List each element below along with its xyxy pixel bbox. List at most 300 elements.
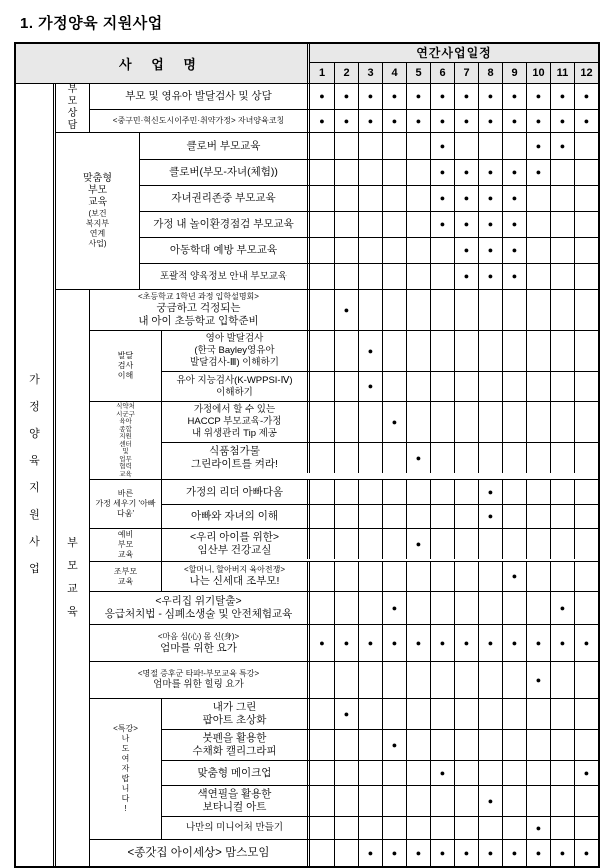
schedule-dot: ● — [535, 822, 542, 833]
program-rows — [162, 562, 598, 591]
text-line: 부 — [67, 84, 78, 95]
schedule-dot: ● — [511, 637, 518, 648]
text-line: 센터 — [119, 440, 132, 448]
schedule-dot: ● — [463, 219, 470, 229]
subcategory-cell — [90, 529, 162, 561]
program-block — [90, 401, 598, 479]
program-rows — [90, 290, 598, 330]
text-line: 영아 발달검사 — [205, 333, 264, 344]
month-cell — [430, 562, 454, 591]
month-cell — [382, 160, 406, 185]
text-line: 엄마를 위한 요가 — [160, 641, 237, 654]
text-line: 업무 — [119, 455, 132, 463]
text-line: 육아 — [119, 418, 132, 425]
text-line: 교 — [67, 583, 78, 595]
schedule-title: 연간사업일정 — [310, 44, 598, 63]
month-cell — [406, 238, 430, 263]
month-cell — [358, 133, 382, 159]
month-cell — [382, 110, 406, 132]
month-cell — [310, 562, 334, 591]
month-cell — [454, 186, 478, 211]
schedule-dot: ● — [415, 91, 422, 101]
month-cell — [430, 264, 454, 289]
text-line: 가정 내 놀이환경점검 부모교육 — [153, 218, 294, 230]
schedule-dot: ● — [463, 91, 470, 101]
text-line: 맞춤형 메이크업 — [197, 766, 272, 779]
text-line: 내 위생관리 Tip 제공 — [191, 428, 277, 439]
month-cell — [454, 133, 478, 159]
month-cell — [358, 562, 382, 591]
program-block — [140, 133, 598, 289]
text-line: ! — [124, 804, 127, 813]
program-name-cell — [162, 480, 307, 504]
month-cell — [454, 761, 478, 785]
month-cell — [478, 160, 502, 185]
schedule-dot: ● — [319, 115, 325, 126]
month-cell — [406, 186, 430, 211]
schedule-dot: ● — [559, 115, 566, 126]
text-line: (보건 — [88, 209, 107, 218]
month-cell — [310, 372, 334, 401]
month-cell — [430, 662, 454, 698]
schedule-dot: ● — [367, 345, 374, 356]
month-cell — [310, 443, 334, 473]
month-cell — [334, 186, 358, 211]
month-cell — [574, 443, 598, 473]
text-line: <중구민·혁신도시이주민·취약가정> 자녀양육코칭 — [112, 116, 285, 125]
table-row — [90, 625, 598, 661]
schedule-cells — [307, 84, 598, 109]
month-cell — [310, 480, 334, 504]
month-cell — [574, 662, 598, 698]
text-line: 조부모 — [113, 566, 138, 576]
schedule-dot: ● — [439, 219, 446, 229]
month-cell — [430, 212, 454, 237]
text-line: 사업) — [88, 239, 107, 248]
schedule-dot: ● — [559, 602, 566, 613]
schedule-dot: ● — [559, 847, 566, 858]
text-line: <특강> — [113, 724, 138, 733]
category-blocks — [90, 84, 598, 132]
text-line: 가정의 리더 아빠다움 — [185, 485, 284, 498]
text-line: 지원 — [119, 433, 132, 440]
month-cell — [310, 592, 334, 624]
month-cell — [526, 186, 550, 211]
month-cell — [310, 840, 334, 866]
schedule-dot: ● — [511, 571, 518, 581]
month-cell — [334, 372, 358, 401]
program-rows — [162, 331, 598, 401]
month-cell — [502, 761, 526, 785]
text-line: 복지부 — [85, 219, 110, 228]
column-header-program-name: 사 업 명 — [119, 57, 204, 72]
month-cell — [382, 817, 406, 839]
text-line: 자 — [121, 764, 130, 773]
month-cell — [430, 817, 454, 839]
month-cell — [550, 529, 574, 559]
program-block — [90, 528, 598, 561]
month-cell — [406, 562, 430, 591]
table-row — [162, 402, 598, 442]
month-cell — [478, 264, 502, 289]
month-cell — [574, 786, 598, 816]
month-cell — [574, 186, 598, 211]
month-cell — [574, 372, 598, 401]
text-line: <마음 심(心) 몸 신(身)> — [157, 631, 240, 641]
subcategory-cell — [90, 699, 162, 839]
month-cell — [406, 372, 430, 401]
schedule-dot: ● — [343, 637, 350, 648]
schedule-dot: ● — [511, 193, 518, 203]
month-cell — [358, 372, 382, 401]
schedule-dot: ● — [463, 167, 470, 177]
schedule-dot: ● — [559, 637, 566, 648]
month-cell — [334, 212, 358, 237]
text-line: 모 — [67, 560, 78, 572]
month-cell — [406, 110, 430, 132]
text-line: 내가 그린 — [212, 701, 257, 713]
month-cell — [526, 110, 550, 132]
month-cell — [478, 110, 502, 132]
month-cell — [526, 786, 550, 816]
month-cell — [478, 786, 502, 816]
schedule-dot: ● — [583, 847, 590, 858]
month-cell — [310, 730, 334, 760]
month-cell — [358, 817, 382, 839]
program-name-cell — [140, 212, 307, 237]
text-line: 교육 — [117, 550, 134, 559]
schedule-dot: ● — [487, 795, 494, 806]
table-row — [162, 699, 598, 729]
month-cell — [526, 699, 550, 729]
table-row — [140, 237, 598, 263]
text-line: 상 — [67, 108, 78, 119]
month-cell — [334, 505, 358, 528]
category-blocks — [90, 290, 598, 866]
text-line: 궁금하고 걱정되는 — [156, 302, 241, 314]
program-rows — [90, 84, 598, 132]
month-cell — [454, 662, 478, 698]
month-cell — [478, 372, 502, 401]
month-cell — [550, 662, 574, 698]
text-line: 부 — [67, 537, 78, 549]
schedule-dot: ● — [511, 219, 518, 229]
schedule-dot: ● — [415, 847, 422, 858]
month-cell — [358, 699, 382, 729]
table-row — [162, 785, 598, 816]
month-cell — [382, 592, 406, 624]
month-cell — [478, 84, 502, 109]
month-cell — [406, 160, 430, 185]
month-cell — [406, 443, 430, 473]
schedule-dot: ● — [511, 271, 518, 281]
text-line: <초등학교 1학년 과정 입학설명회> — [138, 292, 259, 301]
program-name-cell — [90, 625, 307, 661]
month-cell — [454, 443, 478, 473]
month-cell — [574, 529, 598, 559]
program-name-cell — [90, 110, 307, 132]
month-cell — [550, 160, 574, 185]
month-cell — [526, 443, 550, 473]
month-cell — [334, 84, 358, 109]
month-cell — [574, 761, 598, 785]
text-line: 임산부 건강교실 — [197, 544, 272, 556]
month-cell — [310, 662, 334, 698]
month-cell — [478, 840, 502, 866]
table-row — [162, 480, 598, 504]
table-body-groups — [56, 84, 598, 866]
program-name-cell — [162, 730, 307, 760]
month-cell — [574, 480, 598, 504]
month-cell — [310, 625, 334, 661]
month-cell — [334, 761, 358, 785]
schedule-dot: ● — [319, 91, 325, 101]
text-line: 부모 및 영유아 발달검사 및 상담 — [125, 90, 272, 102]
month-cell — [310, 817, 334, 839]
program-name-cell — [140, 186, 307, 211]
month-cell — [478, 133, 502, 159]
month-cell — [358, 443, 382, 473]
month-cell — [430, 786, 454, 816]
month-cell — [406, 480, 430, 504]
schedule-dot: ● — [583, 115, 590, 126]
month-cell — [310, 290, 334, 330]
month-cell — [334, 786, 358, 816]
schedule-dot: ● — [391, 416, 398, 427]
text-line: 포괄적 양육정보 안내 부모교육 — [159, 270, 288, 282]
month-cell — [478, 402, 502, 442]
table-row — [140, 159, 598, 185]
program-name-cell — [140, 133, 307, 159]
schedule-cells — [307, 290, 598, 330]
schedule-dot: ● — [343, 115, 350, 126]
schedule-dot: ● — [439, 193, 446, 203]
month-cell — [502, 331, 526, 371]
month-cell — [430, 372, 454, 401]
text-line: 여 — [121, 754, 130, 763]
schedule-dot: ● — [511, 115, 518, 126]
month-cell — [382, 505, 406, 528]
schedule-cells — [307, 212, 598, 237]
month-cell — [502, 186, 526, 211]
month-cell — [358, 186, 382, 211]
month-cell — [454, 730, 478, 760]
program-name-cell — [90, 84, 307, 109]
vertical-label-char: 업 — [29, 563, 40, 575]
schedule-cells — [307, 761, 598, 785]
text-line: 색연필을 활용한 — [197, 788, 272, 800]
schedule-dot: ● — [511, 847, 518, 858]
program-block — [90, 479, 598, 528]
month-cell — [358, 480, 382, 504]
month-cell — [406, 761, 430, 785]
program-name-cell — [140, 160, 307, 185]
schedule-dot: ● — [391, 739, 398, 750]
schedule-cells — [307, 786, 598, 816]
schedule-dot: ● — [487, 91, 494, 101]
text-line: 이해하기 — [216, 386, 253, 398]
program-rows — [162, 699, 598, 839]
month-cell — [334, 133, 358, 159]
month-cell — [526, 662, 550, 698]
month-cell — [310, 786, 334, 816]
text-line: 내 아이 초등학교 입학준비 — [138, 315, 259, 327]
month-cell — [478, 480, 502, 504]
month-cell — [550, 761, 574, 785]
month-cell — [526, 505, 550, 528]
text-line: 부모 — [87, 185, 108, 196]
schedule-cells — [307, 238, 598, 263]
month-cell — [526, 133, 550, 159]
schedule-dot: ● — [463, 637, 470, 648]
month-cell — [574, 817, 598, 839]
month-cell — [454, 480, 478, 504]
month-cell — [502, 264, 526, 289]
schedule-cells — [307, 817, 598, 839]
month-number: 12 — [574, 63, 598, 83]
schedule-dot: ● — [439, 847, 446, 858]
schedule-table — [14, 42, 600, 868]
category-cell — [56, 84, 90, 132]
month-cell — [454, 212, 478, 237]
month-cell — [406, 840, 430, 866]
month-cell — [310, 505, 334, 528]
month-cell — [526, 592, 550, 624]
month-cell — [574, 730, 598, 760]
month-cell — [406, 402, 430, 442]
month-cell — [310, 761, 334, 785]
month-cell — [550, 110, 574, 132]
text-line: 교육 — [119, 470, 132, 478]
table-row — [162, 331, 598, 371]
month-cell — [502, 84, 526, 109]
schedule-dot: ● — [535, 674, 542, 685]
month-cell — [478, 186, 502, 211]
month-cell — [550, 133, 574, 159]
month-cell — [382, 238, 406, 263]
schedule-dot: ● — [343, 304, 350, 315]
month-cell — [526, 480, 550, 504]
month-number: 9 — [502, 63, 526, 83]
schedule-dot: ● — [487, 167, 494, 177]
text-line: 육 — [67, 606, 78, 618]
schedule-dot: ● — [487, 219, 494, 229]
month-cell — [382, 699, 406, 729]
program-rows — [90, 662, 598, 698]
month-cell — [454, 290, 478, 330]
text-line: 엄마를 위한 힐링 요가 — [153, 679, 244, 690]
month-cell — [310, 264, 334, 289]
month-cell — [550, 443, 574, 473]
schedule-dot: ● — [487, 245, 494, 255]
month-cell — [526, 238, 550, 263]
month-cell — [430, 625, 454, 661]
month-cell — [454, 372, 478, 401]
category-group — [56, 84, 598, 132]
month-cell — [454, 625, 478, 661]
text-line: 모 — [67, 96, 78, 107]
month-cell — [574, 290, 598, 330]
text-line: 교육 — [117, 576, 134, 586]
month-number: 4 — [382, 63, 406, 83]
program-name-cell — [162, 372, 307, 401]
month-cell — [526, 529, 550, 559]
month-number: 6 — [430, 63, 454, 83]
table-row — [140, 211, 598, 237]
month-cell — [550, 212, 574, 237]
month-cell — [334, 264, 358, 289]
month-cell — [310, 212, 334, 237]
schedule-dot: ● — [511, 91, 518, 101]
text-line: <우리 아이를 위한> — [189, 531, 280, 543]
month-cell — [382, 443, 406, 473]
month-cell — [334, 331, 358, 371]
month-cell — [334, 110, 358, 132]
subcategory-cell — [90, 562, 162, 591]
schedule-dot: ● — [367, 847, 374, 858]
program-rows — [90, 625, 598, 661]
month-cell — [430, 238, 454, 263]
text-line: 발달검사-Ⅲ) 이해하기 — [190, 357, 279, 368]
month-cell — [550, 290, 574, 330]
schedule-dot: ● — [439, 115, 446, 126]
schedule-cells — [307, 331, 598, 371]
month-number: 7 — [454, 63, 478, 83]
month-cell — [430, 480, 454, 504]
month-cell — [526, 264, 550, 289]
schedule-dot: ● — [439, 140, 446, 151]
month-cell — [310, 529, 334, 559]
month-cell — [406, 786, 430, 816]
schedule-cells — [307, 372, 598, 401]
month-cell — [382, 625, 406, 661]
month-cell — [310, 84, 334, 109]
schedule-dot: ● — [367, 637, 374, 648]
month-cell — [382, 212, 406, 237]
month-cell — [358, 786, 382, 816]
schedule-dot: ● — [343, 708, 350, 719]
month-cell — [430, 443, 454, 473]
schedule-dot: ● — [487, 847, 494, 858]
text-line: 나만의 미니어처 만들기 — [185, 822, 284, 833]
month-cell — [382, 186, 406, 211]
month-cell — [334, 730, 358, 760]
table-body — [16, 84, 598, 866]
vertical-label-char: 원 — [29, 509, 40, 521]
month-cell — [478, 761, 502, 785]
month-cell — [550, 331, 574, 371]
month-cell — [502, 786, 526, 816]
schedule-cells — [307, 730, 598, 760]
month-cell — [574, 592, 598, 624]
text-line: 검사 — [117, 361, 134, 370]
month-cell — [454, 529, 478, 559]
vertical-label-char: 사 — [29, 536, 40, 548]
schedule-dot: ● — [559, 91, 566, 101]
program-rows — [162, 480, 598, 528]
month-cell — [574, 505, 598, 528]
text-line: 담 — [67, 120, 78, 131]
schedule-dot: ● — [463, 193, 470, 203]
schedule-dot: ● — [487, 486, 494, 497]
schedule-cells — [307, 529, 598, 559]
month-cell — [382, 761, 406, 785]
month-cell — [358, 84, 382, 109]
month-cell — [358, 761, 382, 785]
month-cell — [382, 529, 406, 559]
text-line: 아빠와 자녀의 이해 — [191, 510, 278, 522]
program-block — [90, 330, 598, 401]
